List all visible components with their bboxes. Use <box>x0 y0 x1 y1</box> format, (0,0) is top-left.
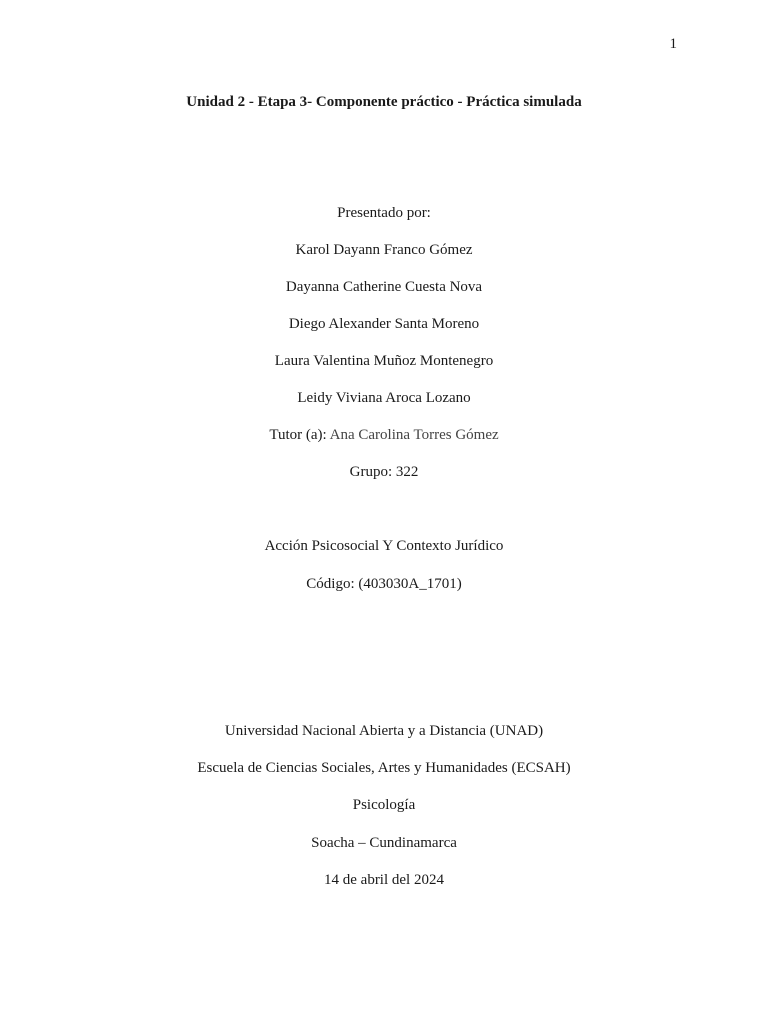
author-name: Dayanna Catherine Cuesta Nova <box>285 279 483 295</box>
page-number: 1 <box>669 36 677 52</box>
group-number: Grupo: 322 <box>349 464 419 480</box>
submission-date: 14 de abril del 2024 <box>324 872 444 888</box>
tutor-line <box>0 428 768 443</box>
author-name: Leidy Viviana Aroca Lozano <box>297 390 471 406</box>
course-name: Acción Psicosocial Y Contexto Jurídico <box>264 538 504 554</box>
author-name: Laura Valentina Muñoz Montenegro <box>274 353 494 369</box>
author-name: Diego Alexander Santa Moreno <box>288 316 480 332</box>
school-name: Escuela de Ciencias Sociales, Artes y Humanidades (ECSAH) <box>197 760 571 776</box>
document-title: Unidad 2 - Etapa 3- Componente práctico - Práctica simulada <box>186 94 582 110</box>
program-name: Psicología <box>352 797 416 813</box>
tutor-label: Tutor (a): <box>269 427 330 443</box>
presented-by-label: Presentado por: <box>337 205 431 221</box>
location: Soacha – Cundinamarca <box>311 835 457 851</box>
author-name: Karol Dayann Franco Gómez <box>295 242 473 258</box>
university-name: Universidad Nacional Abierta y a Distancia (UNAD) <box>224 723 544 739</box>
tutor-name: Ana Carolina Torres Gómez <box>329 427 499 443</box>
course-code: Código: (403030A_1701) <box>306 576 462 592</box>
